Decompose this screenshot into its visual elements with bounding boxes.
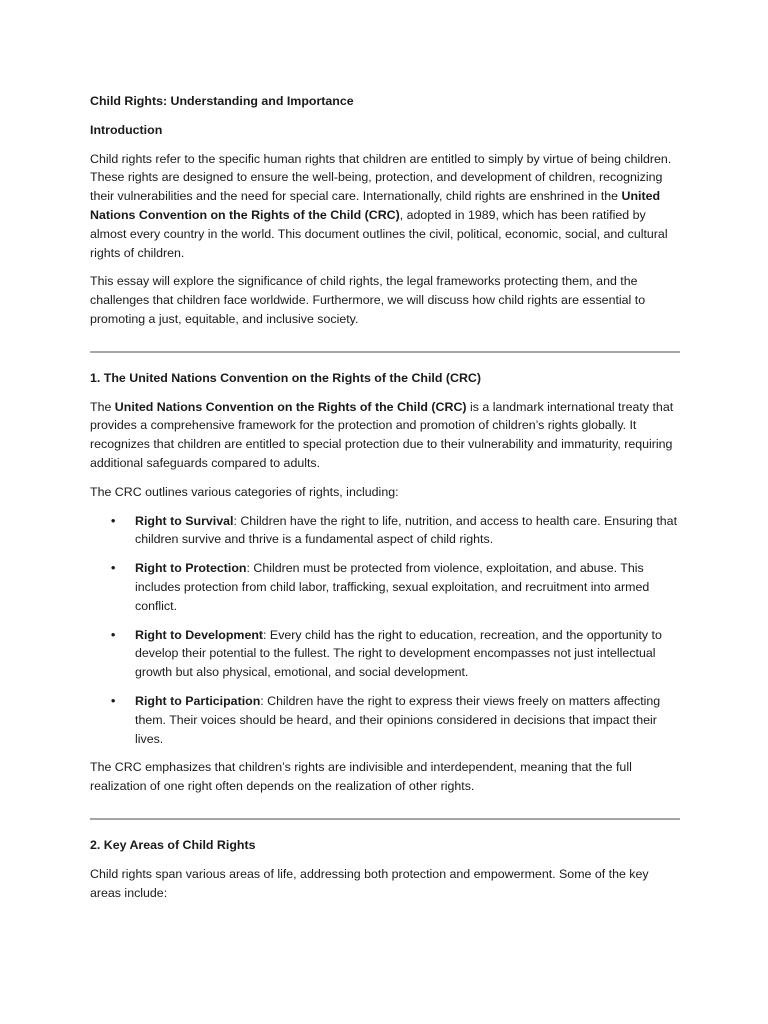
right-term: Right to Survival — [135, 513, 234, 528]
right-term: Right to Development — [135, 627, 264, 642]
intro-p1-crc-bold: United Nations Convention on the Rights of the Child (CRC) — [90, 189, 661, 222]
intro-p1-text-b: , adopted in 1989, which has been ratified by almost every country in the world. This document outlines the civil, political, economic, social, and cultural rights of children. — [90, 207, 668, 260]
right-description: : Children must be protected from violence, exploitation, and abuse. This includes protection from child labor, trafficking, sexual exploitation, and recruitment into armed conflict. — [135, 561, 650, 613]
intro-paragraph-1 — [90, 150, 680, 263]
bullet-icon: • — [111, 693, 116, 708]
bullet-icon: • — [111, 513, 116, 528]
list-item — [90, 512, 680, 550]
section-divider-2 — [90, 818, 680, 820]
section1-p1-crc-bold: United Nations Convention on the Rights of the Child (CRC) — [114, 399, 467, 414]
right-description: : Every child has the right to education, recreation, and the opportunity to develop their potential to the fullest. The right to development encompasses not just intellectual growth but also physical, emotional, and social development. — [135, 627, 662, 680]
section1-p1-text-b: is a landmark international treaty that provides a comprehensive framework for the protection and promotion of children’s rights globally. It recognizes that children are entitled to special protection due to their vulnerability and immaturity, requiring additional safeguards compared to adults. — [90, 399, 674, 470]
right-description: : Children have the right to express their views freely on matters affecting them. Their voices should be heard, and their opinions considered in decisions that impact their lives. — [135, 693, 661, 746]
document-title: Child Rights: Understanding and Importance — [90, 94, 354, 108]
rights-list — [90, 512, 680, 749]
list-item — [90, 559, 680, 615]
intro-heading: Introduction — [90, 122, 163, 137]
section1-heading: 1. The United Nations Convention on the Rights of the Child (CRC) — [90, 370, 481, 385]
right-description: : Children have the right to life, nutrition, and access to health care. Ensuring that children survive and thrive is a fundamental aspect of child rights. — [135, 513, 678, 547]
section2-heading: 2. Key Areas of Child Rights — [90, 837, 256, 852]
intro-p1-text-a: Child rights refer to the specific human rights that children are entitled to simply by virtue of being children. These rights are designed to ensure the well-being, protection, and development of children, recognizing their vulnerabilities and the need for special care. Internationally, child rights are enshrined in the — [90, 151, 672, 204]
bullet-icon: • — [111, 627, 116, 642]
right-term: Right to Protection — [135, 561, 247, 576]
section-divider-1 — [90, 351, 680, 353]
section1-p1-text-a: The — [90, 399, 115, 414]
list-item — [90, 692, 680, 748]
right-term: Right to Participation — [135, 693, 261, 708]
bullet-icon: • — [111, 561, 116, 576]
section1-paragraph-3: The CRC emphasizes that children’s rights are indivisible and interdependent, meaning that the full realization of one right often depends on the realization of other rights. — [90, 760, 632, 794]
section1-paragraph-2: The CRC outlines various categories of rights, including: — [90, 484, 399, 499]
intro-paragraph-2: This essay will explore the significance of child rights, the legal frameworks protecting them, and the challenges that children face worldwide. Furthermore, we will discuss how child rights are essential to promoting a just, equitable, and inclusive society. — [90, 274, 646, 326]
list-item — [90, 626, 680, 682]
section2-paragraph-1: Child rights span various areas of life, addressing both protection and empowerment. Some of the key areas include: — [90, 866, 649, 900]
document-page — [90, 92, 680, 912]
section1-paragraph-1 — [90, 398, 680, 473]
